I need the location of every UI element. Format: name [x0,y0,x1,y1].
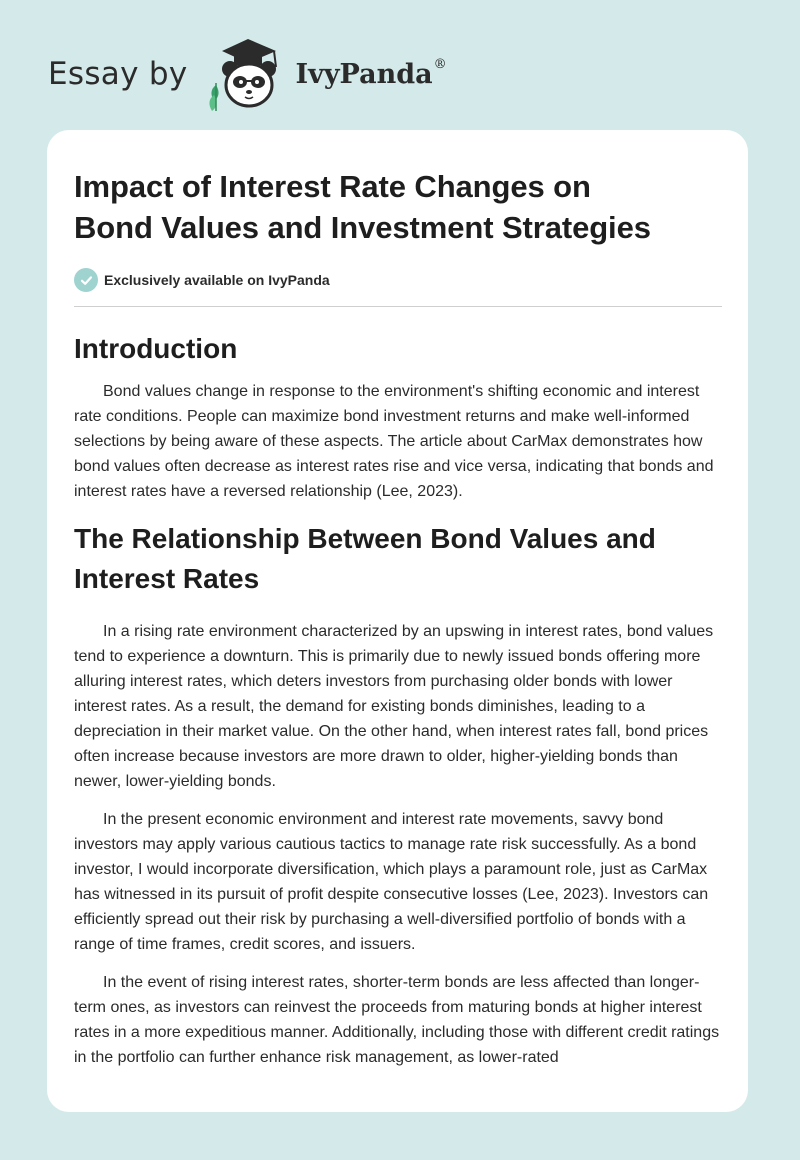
section-heading-introduction: Introduction [74,333,238,364]
paragraph: In the present economic environment and interest rate movements, savvy bond investors may apply various cautious tactics to manage rate risk successfully. As a bond investor, I would incorporate diversification, which plays a paramount role, just as CarMax has witnessed in its pursuit of profit despite consecutive losses (Lee, 2023). Investors can efficiently spread out their risk by purchasing a well-diversified portfolio of bonds with a range of time frames, credit scores, and issuers. [74,811,709,953]
paragraph: In a rising rate environment characterized by an upswing in interest rates, bond values tend to experience a downturn. This is primarily due to newly issued bonds offering more alluring interest rates, which deters investors from purchasing older bonds with lower interest rates. As a result, the demand for existing bonds diminishes, leading to a depreciation in their market value. On the other hand, when interest rates fall, bond prices often increase because investors are more drawn to older, higher-yielding bonds than newer, lower-yielding bonds. [74,623,714,790]
essay-title [74,166,722,248]
essay-card [47,130,748,1112]
ivypanda-logo-icon [202,35,294,113]
essay-by-label: Essay by [48,56,188,92]
brand-header [48,34,447,114]
exclusive-badge [74,268,722,292]
paragraph: In the event of rising interest rates, shorter-term bonds are less affected than longer-term ones, as investors can reinvest the proceeds from maturing bonds at higher interest rates in a more expeditious manner. Additionally, including those with different credit ratings in the portfolio can further enhance risk management, as lower-rated [74,974,720,1066]
check-icon [74,268,98,292]
trademark-symbol: ® [433,56,447,72]
section-heading-relationship [74,519,722,599]
section-heading-line-2: Interest Rates [74,563,260,594]
exclusive-badge-label: Exclusively available on IvyPanda [104,272,330,288]
ivypanda-brand-name: IvyPanda® [295,56,447,90]
essay-title-line-1: Impact of Interest Rate Changes on [74,169,591,204]
essay-title-line-2: Bond Values and Investment Strategies [74,210,651,245]
section-heading-line-1: The Relationship Between Bond Values and [74,523,656,554]
paragraph: Bond values change in response to the environment's shifting economic and interest rate conditions. People can maximize bond investment returns and make well-informed selections by being aware of these aspects. The article about CarMax demonstrates how bond values often decrease as interest rates rise and vice versa, indicating that bonds and interest rates have a reversed relationship (Lee, 2023). [74,383,714,500]
divider [74,306,722,307]
